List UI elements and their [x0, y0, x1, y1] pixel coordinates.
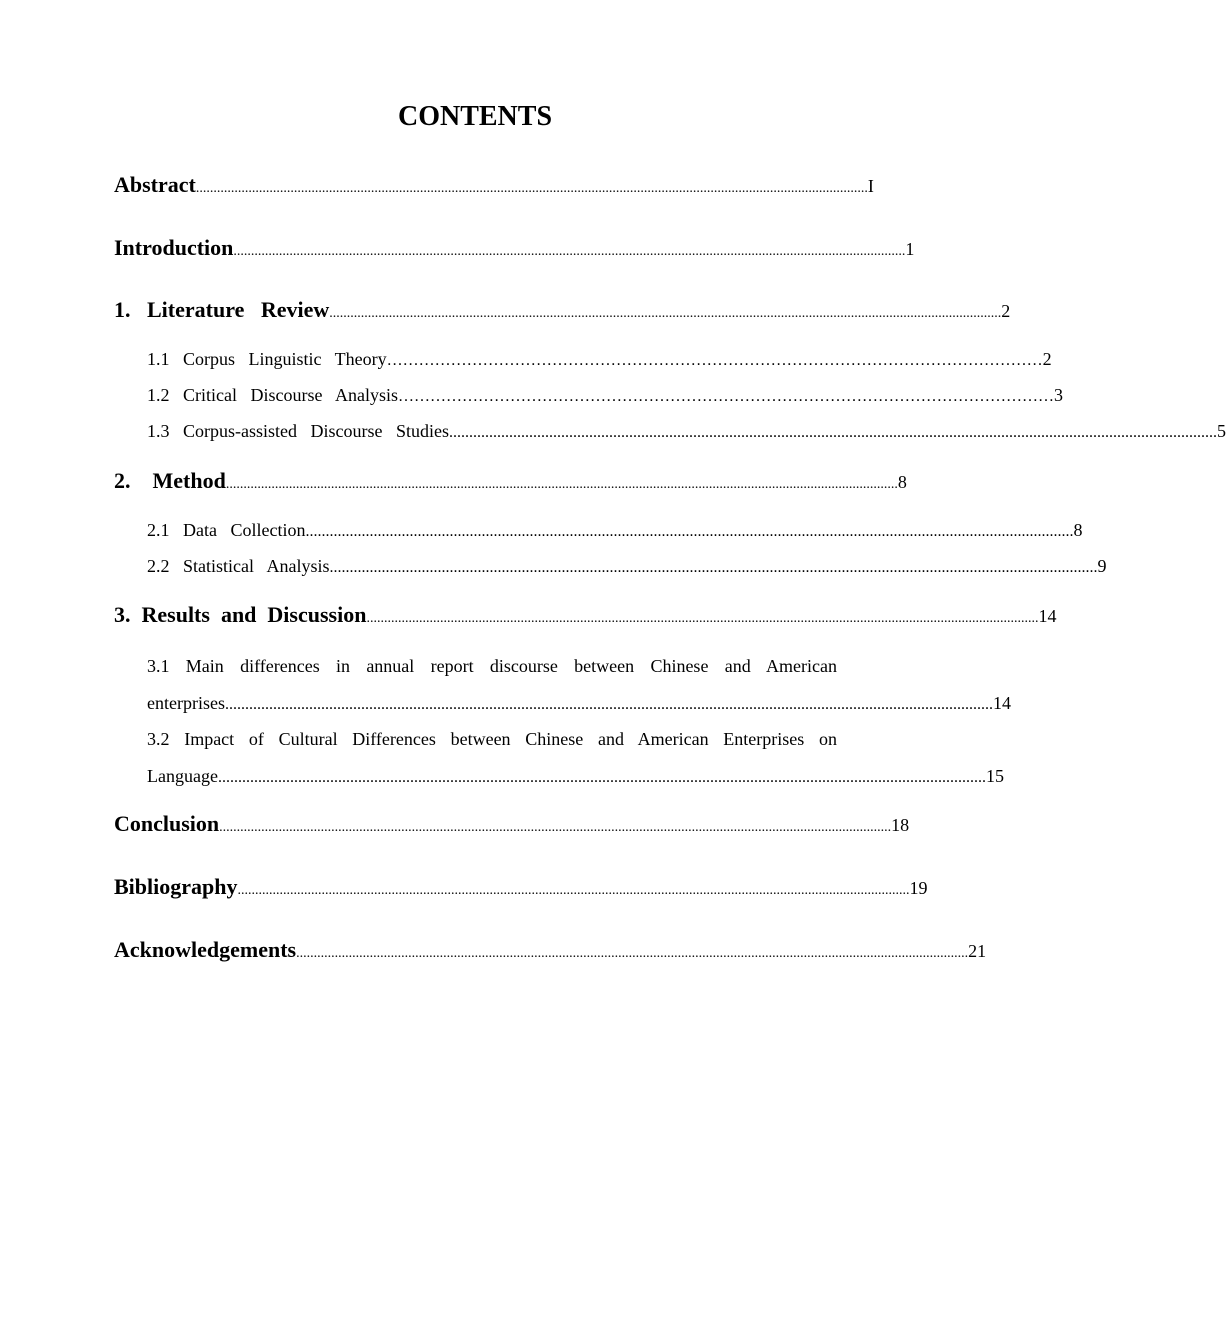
dot-leader: ................................................................................................................................................................................................	[329, 306, 1002, 321]
toc-page-number: 3	[1053, 385, 1063, 405]
toc-page-number: 2	[1001, 301, 1011, 321]
dot-leader: ................................................................................................................................................................................................	[217, 769, 986, 786]
toc-entry-label: 1. Literature Review	[114, 297, 330, 322]
toc-entry-2-2[interactable]	[147, 556, 1107, 577]
toc-entry-introduction[interactable]	[114, 235, 915, 261]
toc-entry-1-3[interactable]	[147, 421, 1226, 442]
toc-page-number: 14	[1038, 606, 1057, 626]
toc-page-number: 14	[992, 693, 1011, 713]
toc-entry-3-1[interactable]	[147, 648, 1011, 723]
toc-entry-label: 1.3 Corpus-assisted Discourse Studies	[147, 421, 449, 441]
toc-entry-3-2[interactable]	[147, 721, 1004, 796]
toc-entry-label: 2.2 Statistical Analysis	[147, 556, 330, 576]
toc-page-number: 8	[1073, 520, 1083, 540]
toc-entry-1-2[interactable]	[147, 385, 1063, 406]
toc-entry-label-line2-row	[147, 685, 1011, 723]
toc-entry-literature-review[interactable]	[114, 297, 1011, 323]
toc-entry-bibliography[interactable]	[114, 874, 928, 900]
toc-entry-label: 1.1 Corpus Linguistic Theory	[147, 349, 387, 369]
toc-entry-label: Introduction	[114, 235, 234, 260]
toc-entry-label: Abstract	[114, 172, 196, 197]
toc-entry-label: 2.1 Data Collection	[147, 520, 306, 540]
dot-leader: ................................................................................................................................................................................................	[219, 820, 892, 835]
toc-entry-label-line1: 3.1 Main differences in annual report discourse between Chinese and American	[147, 656, 837, 676]
toc-entry-label: Bibliography	[114, 874, 238, 899]
toc-entry-label-line2: enterprises	[147, 693, 225, 713]
toc-entry-label-line2: Language	[147, 766, 218, 786]
toc-entry-2-1[interactable]	[147, 520, 1083, 541]
toc-page-number: 2	[1042, 349, 1052, 369]
toc-page-number: 21	[968, 941, 987, 961]
toc-entry-abstract[interactable]	[114, 172, 874, 198]
dot-leader: ................................................................................................................................................................................................	[305, 523, 1074, 540]
dot-leader: ................................................................................................................................................................................................	[237, 883, 910, 898]
toc-page-number: 1	[905, 239, 915, 259]
dot-leader: ................................................................................................................................................................................................	[233, 244, 906, 259]
toc-entry-label-line1: 3.2 Impact of Cultural Differences between Chinese and American Enterprises on	[147, 729, 837, 749]
dot-leader: ................................................................................................................................................................................................	[329, 559, 1098, 576]
dot-leader: ……………………………………………………………………………………………………………	[386, 352, 1043, 369]
toc-page-number: I	[867, 176, 874, 196]
toc-entry-1-1[interactable]	[147, 349, 1052, 370]
toc-entry-label-line2-row	[147, 758, 1004, 796]
toc-entry-label: 1.2 Critical Discourse Analysis	[147, 385, 398, 405]
dot-leader: ................................................................................................................................................................................................	[296, 946, 969, 961]
dot-leader: ……………………………………………………………………………………………………………	[397, 388, 1054, 405]
toc-page-number: 15	[985, 766, 1004, 786]
toc-page-number: 9	[1097, 556, 1107, 576]
toc-entry-label: Acknowledgements	[114, 937, 297, 962]
toc-entry-label: 2. Method	[114, 468, 226, 493]
dot-leader: ................................................................................................................................................................................................	[448, 424, 1217, 441]
toc-entry-label: Conclusion	[114, 811, 220, 836]
toc-page-number: 5	[1216, 421, 1226, 441]
dot-leader: ................................................................................................................................................................................................	[224, 696, 993, 713]
dot-leader: ................................................................................................................................................................................................	[366, 611, 1039, 626]
toc-entry-method[interactable]	[114, 468, 907, 494]
page-title: CONTENTS	[397, 101, 553, 132]
toc-page-number: 8	[897, 472, 907, 492]
dot-leader: ................................................................................................................................................................................................	[195, 181, 868, 196]
toc-entry-label: 3. Results and Discussion	[114, 602, 367, 627]
toc-entry-results-discussion[interactable]	[114, 602, 1057, 628]
dot-leader: ................................................................................................................................................................................................	[225, 477, 898, 492]
toc-entry-acknowledgements[interactable]	[114, 937, 987, 963]
toc-page-number: 19	[909, 878, 928, 898]
toc-page-number: 18	[891, 815, 910, 835]
toc-entry-conclusion[interactable]	[114, 811, 910, 837]
